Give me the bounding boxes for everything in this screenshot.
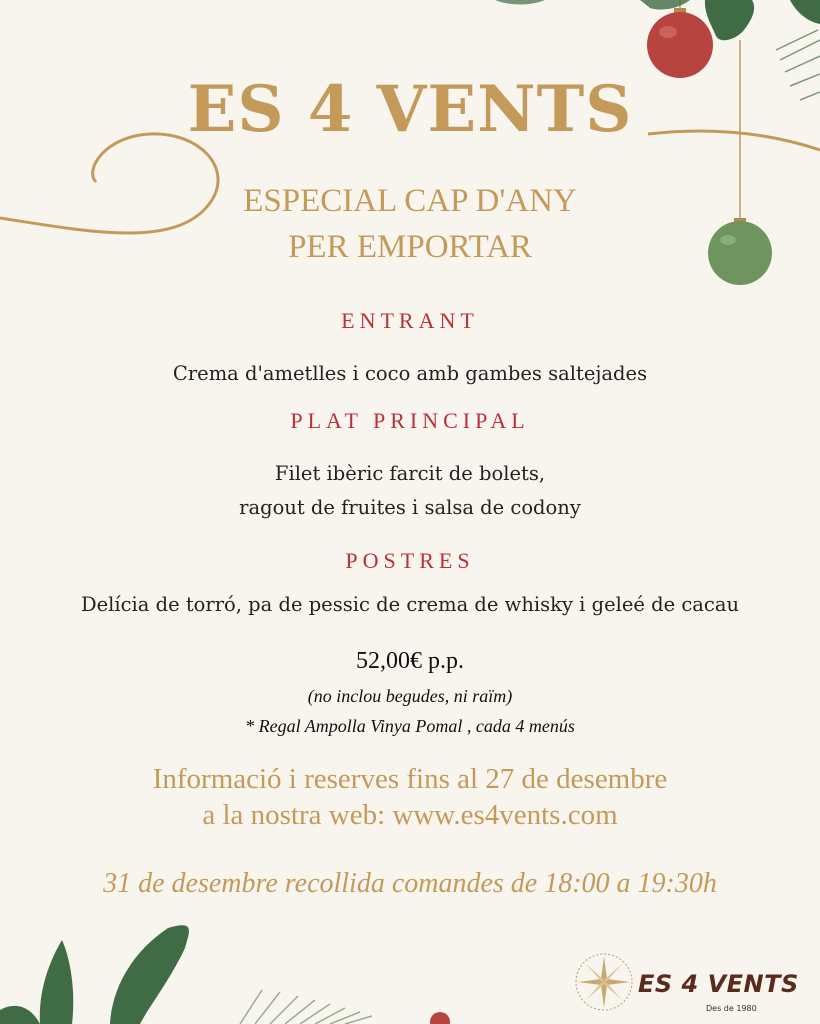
info-line-2: a la nostra web: www.es4vents.com [202, 799, 618, 831]
subtitle-line-1: ESPECIAL CAP D'ANY [243, 183, 577, 219]
berry-icon [430, 1012, 450, 1024]
dessert-dish: Delícia de torró, pa de pessic de crema de whisky i geleé de cacau [80, 593, 740, 616]
main-heading: PLAT PRINCIPAL [290, 408, 530, 433]
info-line-1: Informació i reserves fins al 27 de desembre [152, 763, 668, 795]
subtitle-line-2: PER EMPORTAR [288, 229, 532, 265]
main-dish-line-1: Filet ibèric farcit de bolets, [274, 462, 546, 485]
logo [570, 948, 799, 1018]
restaurant-title: ES 4 VENTS [187, 72, 633, 147]
starter-heading: ENTRANT [341, 308, 479, 333]
starter-dish: Crema d'ametlles i coco amb gambes saltejades [172, 362, 648, 385]
price: 52,00€ p.p. [356, 648, 464, 674]
main-dish-line-2: ragout de fruites i salsa de codony [239, 496, 581, 519]
pickup-info: 31 de desembre recollida comandes de 18:00 a 19:30h [103, 868, 717, 899]
logo-tagline: Des de 1980 [706, 1004, 757, 1013]
logo-name: ES 4 VENTS [638, 970, 799, 998]
gift-note: * Regal Ampolla Vinya Pomal , cada 4 menús [245, 716, 575, 736]
holly-leaves-icon [0, 925, 189, 1024]
holly-leaves-icon [495, 0, 820, 40]
red-ornament-icon [647, 8, 713, 78]
price-note: (no inclou begudes, ni raïm) [307, 686, 513, 706]
compass-rose-icon [572, 950, 636, 1014]
dessert-heading: POSTRES [345, 548, 475, 573]
